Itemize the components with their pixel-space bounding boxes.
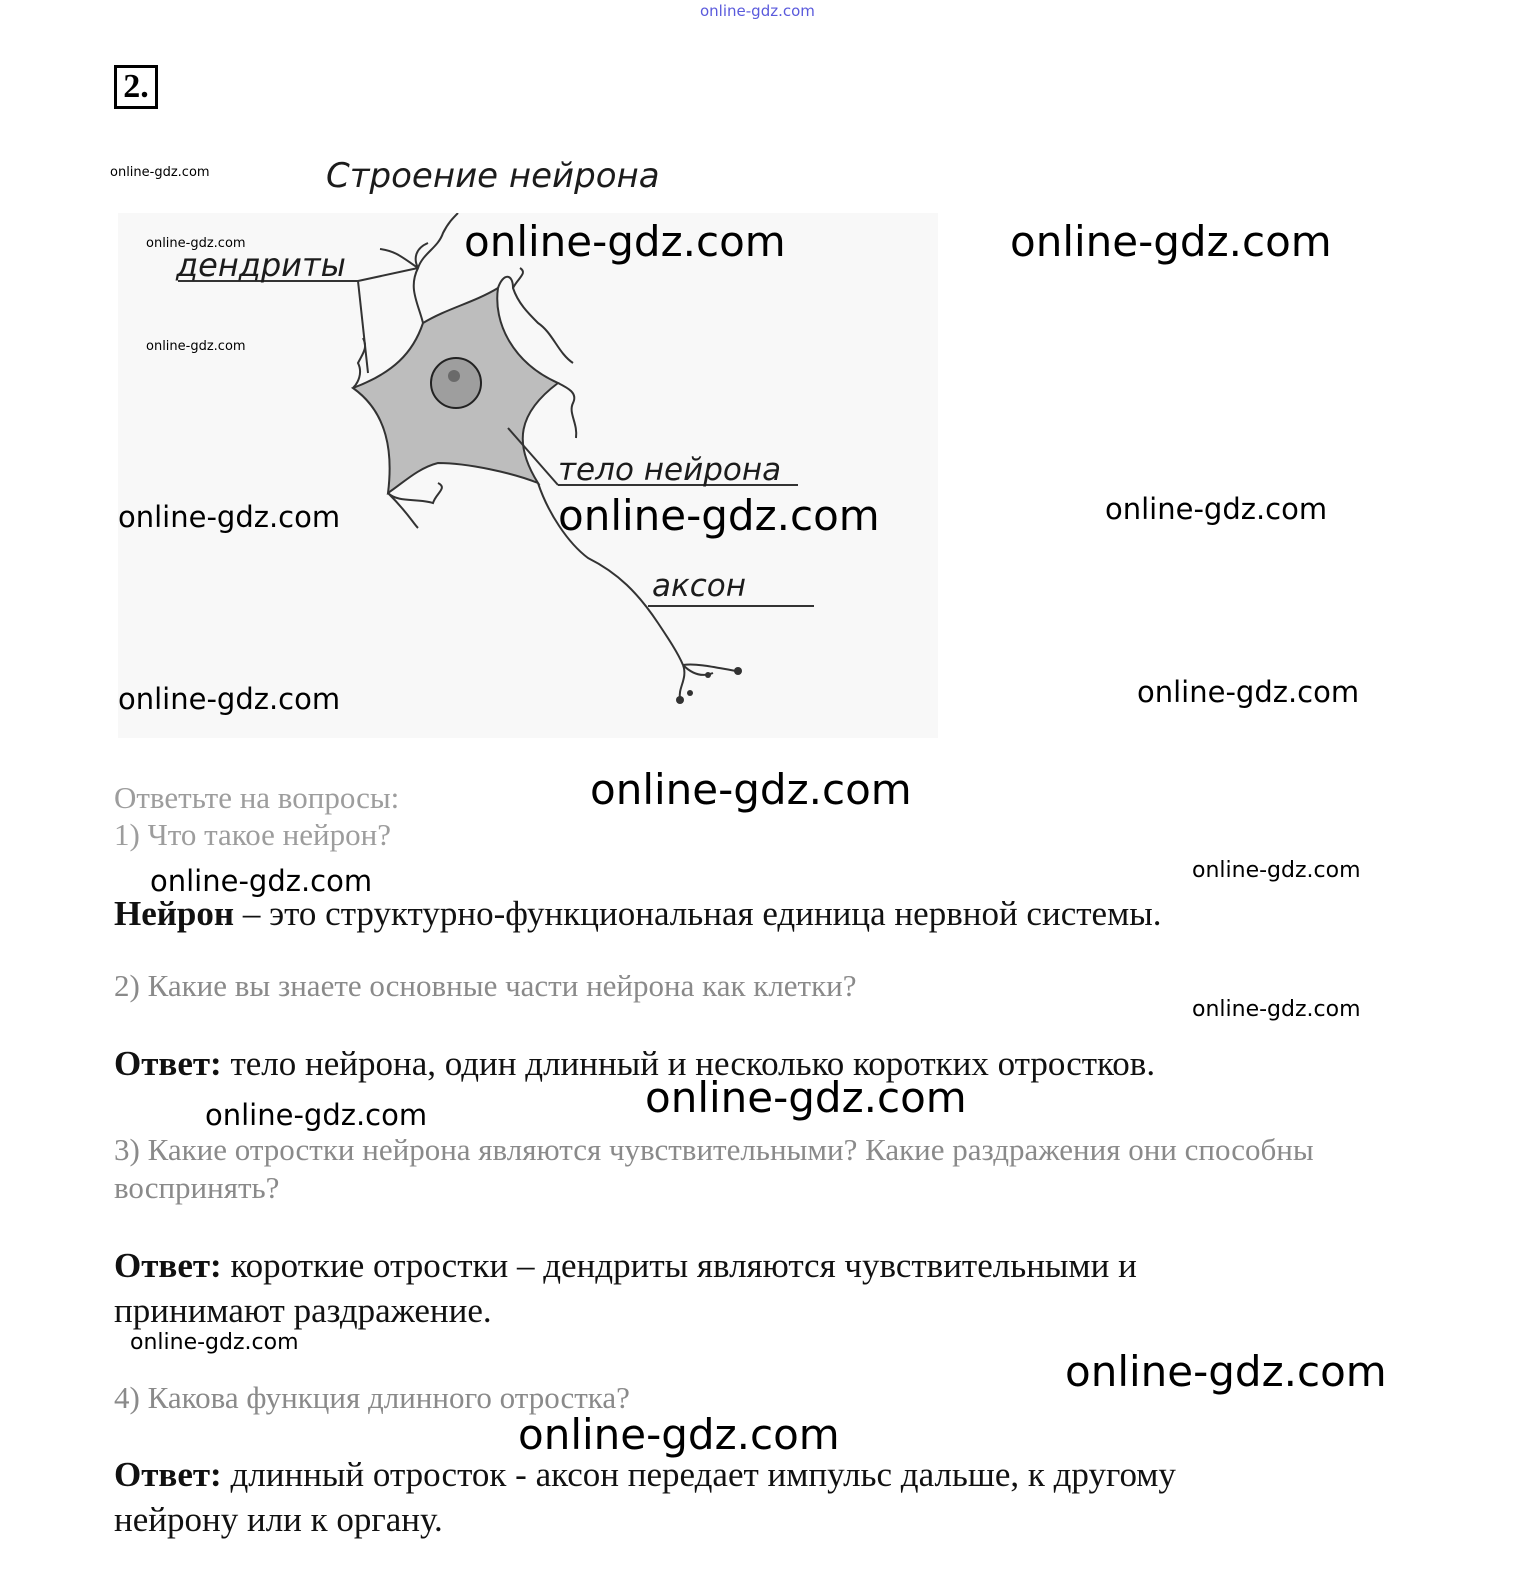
watermark: online-gdz.com (1010, 217, 1332, 266)
answer-1 (114, 892, 1161, 936)
nucleus-shape (431, 358, 481, 408)
answer-1-text: – это структурно-функциональная единица нервной системы. (234, 894, 1162, 933)
question-1: 1) Что такое нейрон? (114, 817, 391, 852)
watermark: online-gdz.com (130, 1330, 299, 1355)
watermark: online-gdz.com (558, 491, 880, 540)
label-dendrites: дендриты (176, 246, 346, 284)
watermark-top: online-gdz.com (700, 2, 815, 20)
answer-3-text-1: короткие отростки – дендриты являются чувствительными и (221, 1246, 1137, 1285)
watermark: online-gdz.com (1192, 858, 1361, 883)
neuron-diagram (118, 213, 938, 738)
watermark: online-gdz.com (518, 1410, 840, 1459)
answer-4-text-1: длинный отросток - аксон передает импульс дальше, к другому (221, 1455, 1176, 1494)
watermark: online-gdz.com (1137, 675, 1360, 709)
watermark: online-gdz.com (464, 217, 786, 266)
answer-3-line-1 (114, 1244, 1137, 1288)
watermark: online-gdz.com (146, 236, 246, 251)
task-number: 2. (114, 65, 158, 109)
question-4: 4) Какова функция длинного отростка? (114, 1380, 630, 1415)
figure-title: Строение нейрона (326, 156, 660, 196)
watermark: online-gdz.com (1065, 1347, 1387, 1396)
watermark: online-gdz.com (150, 864, 373, 898)
watermark: online-gdz.com (205, 1098, 428, 1132)
neuron-figure (118, 213, 938, 738)
watermark: online-gdz.com (645, 1073, 967, 1122)
intro-text: Ответьте на вопросы: (114, 780, 400, 815)
question-3-line-2: воспринять? (114, 1170, 280, 1205)
answer-3-line-2: принимают раздражение. (114, 1291, 492, 1330)
watermark: online-gdz.com (118, 500, 341, 534)
watermark: online-gdz.com (1192, 997, 1361, 1022)
label-neuron-body: тело нейрона (558, 452, 782, 488)
answer-2-text: тело нейрона, один длинный и несколько коротких отростков. (221, 1044, 1156, 1083)
question-2: 2) Какие вы знаете основные части нейрона как клетки? (114, 968, 857, 1003)
answer-2-bold: Ответ: (114, 1044, 222, 1083)
answer-2 (114, 1042, 1155, 1086)
question-3-line-1: 3) Какие отростки нейрона являются чувствительными? Какие раздражения они способны (114, 1132, 1314, 1167)
answer-3-bold: Ответ: (114, 1246, 222, 1285)
answer-4-line-2: нейрону или к органу. (114, 1500, 443, 1539)
label-axon: аксон (652, 568, 746, 604)
watermark: online-gdz.com (590, 765, 912, 814)
answer-4-line-1 (114, 1453, 1176, 1497)
answer-1-bold: Нейрон (114, 894, 235, 933)
watermark: online-gdz.com (110, 165, 210, 180)
answer-4-bold: Ответ: (114, 1455, 222, 1494)
watermark: online-gdz.com (118, 682, 341, 716)
watermark: online-gdz.com (1105, 492, 1328, 526)
watermark: online-gdz.com (146, 339, 246, 354)
